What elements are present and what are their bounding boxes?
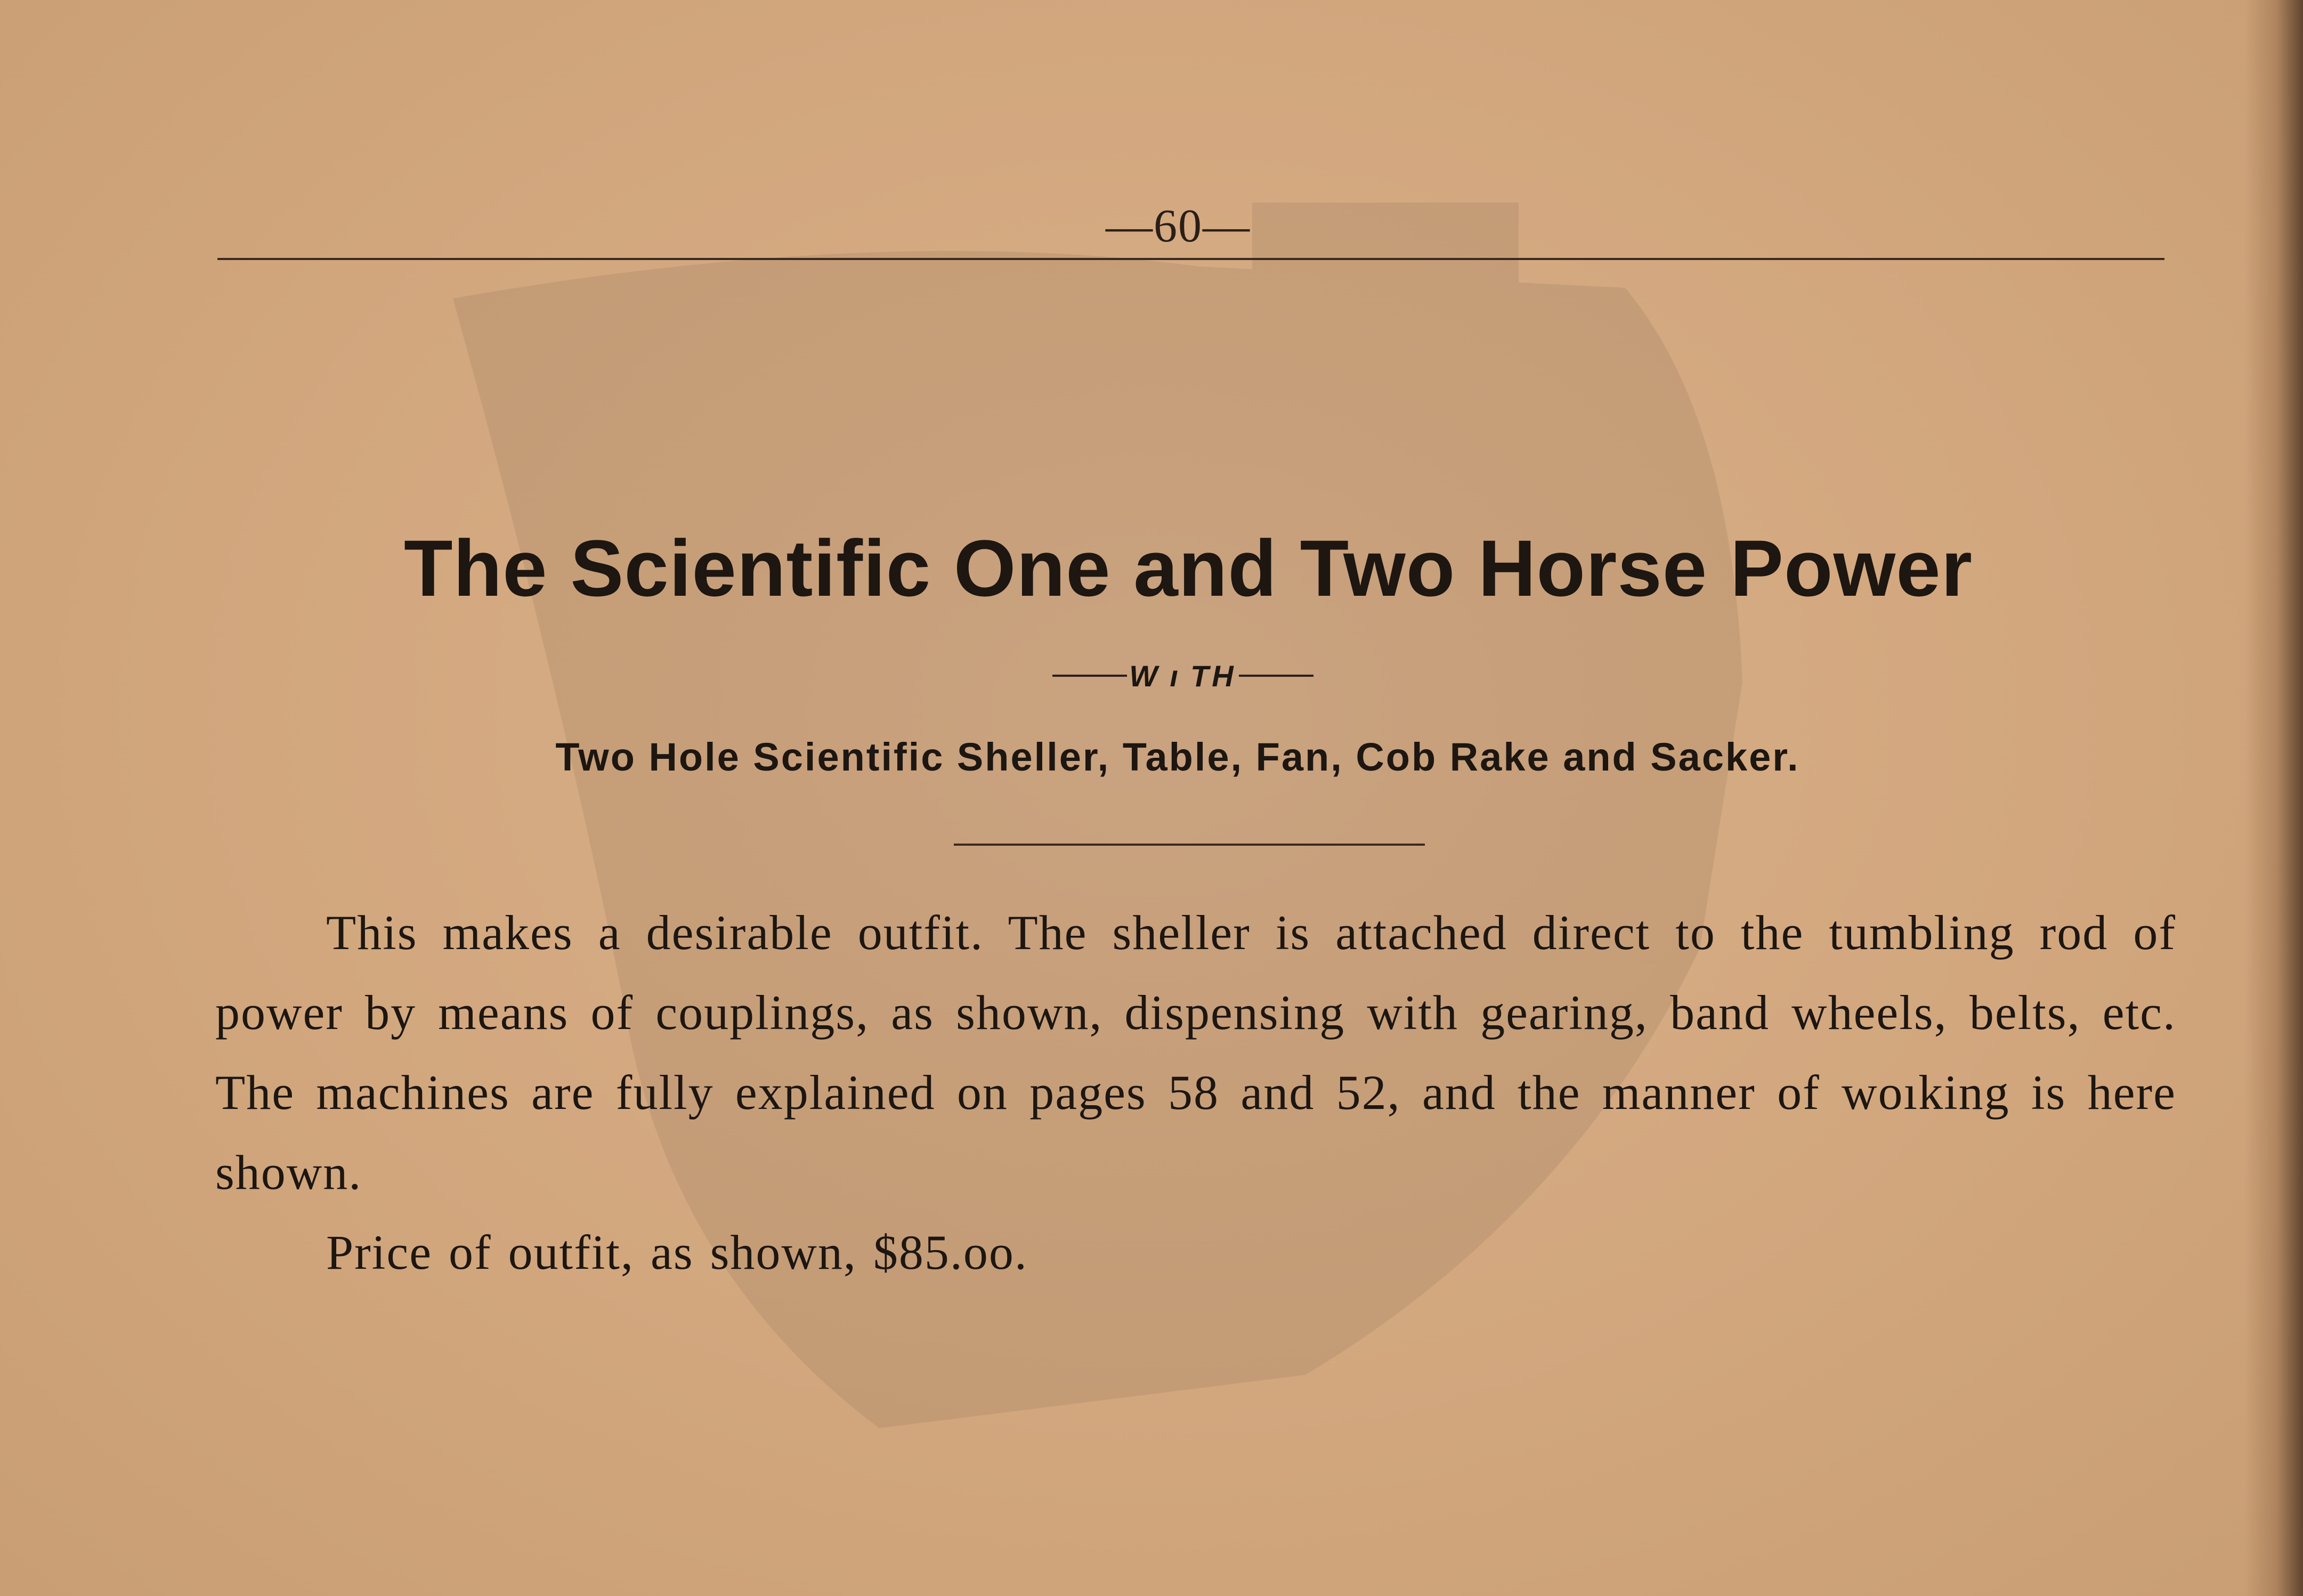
connector-dash-right bbox=[1239, 675, 1313, 677]
body-copy bbox=[215, 893, 2176, 1292]
price-line: Price of outfit, as shown, $85.oo. bbox=[326, 1225, 1028, 1279]
description-paragraph: This makes a desirable outfit. The sheller is attached direct to the tumbling rod of power by means of couplings, as shown, dispensing with gearing, band wheels, belts, etc. The machines are fully explained on pages 58 and 52, and the manner of woıking is here shown. bbox=[215, 905, 2176, 1200]
subtitle: Two Hole Scientific Sheller, Table, Fan, Cob Rake and Sacker. bbox=[555, 735, 1800, 779]
page-number: —60— bbox=[1106, 200, 1251, 252]
page-title: The Scientific One and Two Horse Power bbox=[403, 523, 1973, 613]
header-rule bbox=[217, 258, 2164, 260]
section-rule bbox=[954, 844, 1425, 846]
connector-dash-left bbox=[1052, 675, 1127, 677]
binding-edge-shadow bbox=[2244, 0, 2303, 1596]
connector-word: W ı TH bbox=[1129, 659, 1237, 693]
with-connector bbox=[1044, 660, 1321, 692]
